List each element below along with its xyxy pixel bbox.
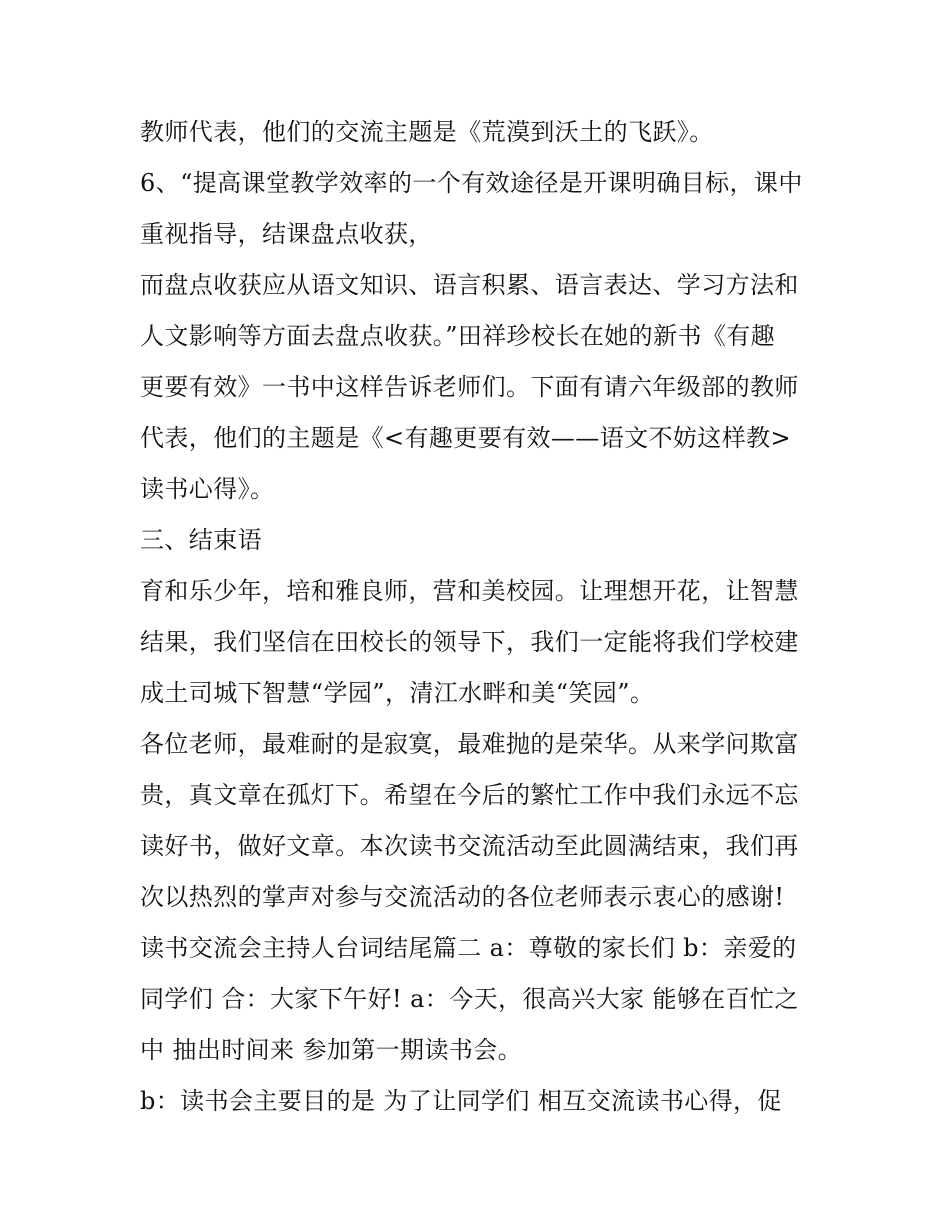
text-line: 代表，他们的主题是《<有趣更要有效——语文不妨这样教>	[140, 424, 792, 452]
text-line: 次以热烈的掌声对参与交流活动的各位老师表示衷心的感谢!	[140, 883, 785, 911]
text-line: 读书心得》。	[140, 475, 275, 503]
text-line: 结果，我们坚信在田校长的领导下，我们一定能将我们学校建	[140, 628, 799, 656]
text-line: 6、“提高课堂教学效率的一个有效途径是开课明确目标，课中	[140, 169, 803, 197]
text-line: 育和乐少年，培和雅良师，营和美校园。让理想开花，让智慧	[140, 577, 799, 605]
text-line: b：读书会主要目的是 为了让同学们 相互交流读书心得，促	[140, 1087, 782, 1115]
text-line: 人文影响等方面去盘点收获。”田祥珍校长在她的新书《有趣	[140, 322, 776, 350]
text-line: 更要有效》一书中这样告诉老师们。下面有请六年级部的教师	[140, 373, 799, 401]
document-body	[140, 107, 820, 1127]
text-line: 重视指导，结课盘点收获，	[140, 220, 433, 248]
text-line: 各位老师，最难耐的是寂寞，最难抛的是荣华。从来学问欺富	[140, 730, 799, 758]
section-heading: 三、结束语	[140, 526, 262, 554]
text-line: 同学们 合：大家下午好! a：今天，很高兴大家 能够在百忙之	[140, 985, 799, 1013]
text-line: 读好书，做好文章。本次读书交流活动至此圆满结束，我们再	[140, 832, 799, 860]
text-line: 成土司城下智慧“学园”，清江水畔和美“笑园”。	[140, 679, 655, 707]
text-line: 教师代表，他们的交流主题是《荒漠到沃土的飞跃》。	[140, 118, 714, 146]
text-line: 读书交流会主持人台词结尾篇二 a：尊敬的家长们 b：亲爱的	[140, 934, 797, 962]
text-line: 贵，真文章在孤灯下。希望在今后的繁忙工作中我们永远不忘	[140, 781, 799, 809]
text-line: 而盘点收获应从语文知识、语言积累、语言表达、学习方法和	[140, 271, 799, 299]
text-line: 中 抽出时间来 参加第一期读书会。	[140, 1036, 523, 1064]
